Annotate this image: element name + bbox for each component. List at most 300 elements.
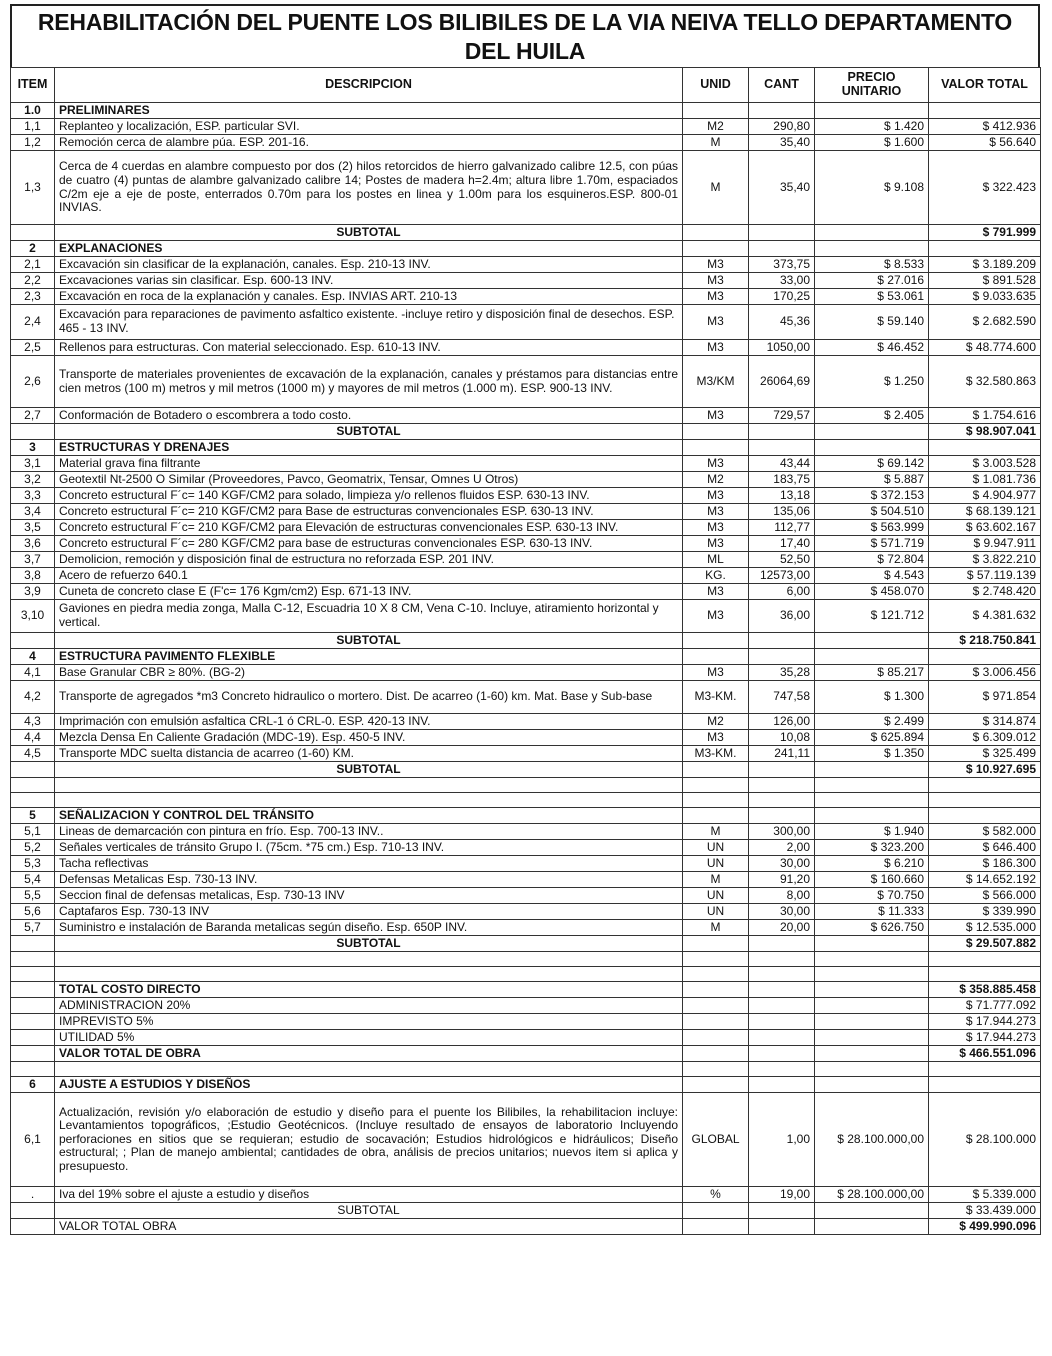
cell-cant: 2,00 [749, 840, 815, 856]
cell-descripcion: Excavaciones varias sin clasificar. Esp. 600-13 INV. [55, 273, 683, 289]
cell-precio-unitario: $ 160.660 [815, 872, 929, 888]
table-row [11, 872, 1041, 888]
table-row [11, 746, 1041, 762]
table-row [11, 151, 1041, 225]
cell-unid: M3 [683, 488, 749, 504]
cell-item: 1,1 [11, 119, 55, 135]
cell-precio-unitario [815, 998, 929, 1014]
document-title: REHABILITACIÓN DEL PUENTE LOS BILIBILES DE LA VIA NEIVA TELLO DEPARTAMENTO DEL HUILA [10, 4, 1040, 67]
cell-precio-unitario [815, 793, 929, 808]
table-row [11, 356, 1041, 408]
cell-unid: M3 [683, 730, 749, 746]
subtotal-row [11, 1203, 1041, 1219]
cell-descripcion: Base Granular CBR ≥ 80%. (BG-2) [55, 665, 683, 681]
cell-cant [749, 649, 815, 665]
cell-unid: M [683, 872, 749, 888]
cell-item: 2,2 [11, 273, 55, 289]
cell-unid: KG. [683, 568, 749, 584]
cell-cant: 747,58 [749, 681, 815, 714]
cell-descripcion: SUBTOTAL [55, 633, 683, 649]
cell-valor-total [929, 103, 1041, 119]
cell-item: 1.0 [11, 103, 55, 119]
cell-descripcion [55, 778, 683, 793]
cell-item: 4,3 [11, 714, 55, 730]
cell-item: 5,6 [11, 904, 55, 920]
cell-item: 4 [11, 649, 55, 665]
cell-cant: 8,00 [749, 888, 815, 904]
table-row [11, 568, 1041, 584]
budget-sheet [10, 4, 1040, 1235]
cell-precio-unitario: $ 625.894 [815, 730, 929, 746]
cell-cant: 26064,69 [749, 356, 815, 408]
table-row [11, 681, 1041, 714]
cell-cant: 373,75 [749, 257, 815, 273]
cell-precio-unitario: $ 4.543 [815, 568, 929, 584]
cell-unid: M3 [683, 504, 749, 520]
total-row [11, 998, 1041, 1014]
cell-precio-unitario [815, 982, 929, 998]
cell-unid: M3 [683, 520, 749, 536]
cell-cant [749, 967, 815, 982]
cell-item: 5,3 [11, 856, 55, 872]
cell-unid: M [683, 135, 749, 151]
cell-item: 3,1 [11, 456, 55, 472]
cell-precio-unitario: $ 9.108 [815, 151, 929, 225]
cell-cant [749, 982, 815, 998]
cell-descripcion: AJUSTE A ESTUDIOS Y DISEÑOS [55, 1077, 683, 1093]
header-cant: CANT [749, 68, 815, 103]
cell-descripcion: Cerca de 4 cuerdas en alambre compuesto por dos (2) hilos retorcidos de hierro galvanizado calibre 12.5, con púas de cuatro (4) puntas de alambre galvanizado calibre 14; Postes de madera h=2.4m; altura libre 1.70m, espaciados C/2m eje a eje de poste, enterrados 0.70m para los postes en linea y 1.00m para los esquineros.ESP. 800-01 INVIAS. [55, 151, 683, 225]
cell-cant [749, 241, 815, 257]
cell-valor-total: $ 32.580.863 [929, 356, 1041, 408]
cell-precio-unitario: $ 1.250 [815, 356, 929, 408]
cell-descripcion: Defensas Metalicas Esp. 730-13 INV. [55, 872, 683, 888]
cell-valor-total: $ 4.904.977 [929, 488, 1041, 504]
cell-unid [683, 793, 749, 808]
cell-descripcion [55, 793, 683, 808]
cell-descripcion: Transporte de agregados *m3 Concreto hidraulico o mortero. Dist. De acarreo (1-60) km. Mat. Base y Sub-base [55, 681, 683, 714]
cell-valor-total: $ 57.119.139 [929, 568, 1041, 584]
cell-precio-unitario [815, 241, 929, 257]
cell-cant: 30,00 [749, 856, 815, 872]
cell-unid [683, 1219, 749, 1235]
cell-unid: M [683, 151, 749, 225]
table-row [11, 520, 1041, 536]
cell-descripcion: SUBTOTAL [55, 225, 683, 241]
cell-item: 3,7 [11, 552, 55, 568]
cell-precio-unitario: $ 27.016 [815, 273, 929, 289]
cell-unid: M [683, 824, 749, 840]
cell-unid: UN [683, 904, 749, 920]
cell-valor-total [929, 808, 1041, 824]
cell-unid: M3 [683, 536, 749, 552]
cell-valor-total: $ 68.139.121 [929, 504, 1041, 520]
cell-unid: ML [683, 552, 749, 568]
cell-item [11, 1203, 55, 1219]
subtotal-row [11, 936, 1041, 952]
table-row [11, 135, 1041, 151]
cell-valor-total: $ 10.927.695 [929, 762, 1041, 778]
cell-cant [749, 440, 815, 456]
cell-descripcion: Excavación para reparaciones de pavimento asfaltico existente. -incluye retiro y disposición final de desechos. ESP. 465 - 13 INV. [55, 305, 683, 340]
blank-row [11, 793, 1041, 808]
cell-precio-unitario: $ 70.750 [815, 888, 929, 904]
cell-cant: 135,06 [749, 504, 815, 520]
cell-unid [683, 1077, 749, 1093]
cell-item [11, 1219, 55, 1235]
cell-precio-unitario: $ 59.140 [815, 305, 929, 340]
cell-valor-total: $ 33.439.000 [929, 1203, 1041, 1219]
header-item: ITEM [11, 68, 55, 103]
cell-item [11, 1046, 55, 1062]
table-row [11, 552, 1041, 568]
cell-cant: 52,50 [749, 552, 815, 568]
cell-precio-unitario: $ 2.499 [815, 714, 929, 730]
table-row [11, 456, 1041, 472]
cell-unid: M3 [683, 273, 749, 289]
table-row [11, 408, 1041, 424]
table-row [11, 305, 1041, 340]
cell-precio-unitario [815, 440, 929, 456]
cell-descripcion: Remoción cerca de alambre púa. ESP. 201-16. [55, 135, 683, 151]
cell-valor-total: $ 1.081.736 [929, 472, 1041, 488]
cell-descripcion: Demolicion, remoción y disposición final de estructura no reforzada ESP. 201 INV. [55, 552, 683, 568]
cell-cant: 12573,00 [749, 568, 815, 584]
cell-valor-total: $ 566.000 [929, 888, 1041, 904]
cell-valor-total: $ 12.535.000 [929, 920, 1041, 936]
cell-cant [749, 952, 815, 967]
cell-unid: GLOBAL [683, 1093, 749, 1187]
total-row [11, 982, 1041, 998]
cell-descripcion: Tacha reflectivas [55, 856, 683, 872]
cell-precio-unitario [815, 633, 929, 649]
total-row [11, 1046, 1041, 1062]
cell-descripcion: Mezcla Densa En Caliente Gradación (MDC-19). Esp. 450-5 INV. [55, 730, 683, 746]
cell-descripcion: Acero de refuerzo 640.1 [55, 568, 683, 584]
table-row [11, 600, 1041, 633]
cell-item: 2,4 [11, 305, 55, 340]
cell-descripcion: Seccion final de defensas metalicas, Esp. 730-13 INV [55, 888, 683, 904]
cell-valor-total: $ 891.528 [929, 273, 1041, 289]
header-precio-unitario: PRECIO UNITARIO [815, 68, 929, 103]
cell-descripcion: Transporte de materiales provenientes de excavación de la explanación, canales y préstamos para distancias entre cien metros (100 m) metros y mil metros (1000 m) y mayores de mil metros (1.000 m). ESP. 900-13 INV. [55, 356, 683, 408]
table-body [11, 103, 1041, 1235]
cell-unid: M3 [683, 340, 749, 356]
cell-descripcion: SUBTOTAL [55, 1203, 683, 1219]
cell-unid: UN [683, 856, 749, 872]
cell-cant: 30,00 [749, 904, 815, 920]
cell-descripcion: EXPLANACIONES [55, 241, 683, 257]
cell-descripcion: Replanteo y localización, ESP. particular SVI. [55, 119, 683, 135]
table-row [11, 273, 1041, 289]
budget-table [10, 67, 1041, 1235]
cell-descripcion: Geotextil Nt-2500 O Similar (Proveedores, Pavco, Geomatrix, Tensar, Omnes U Otros) [55, 472, 683, 488]
cell-unid: M2 [683, 119, 749, 135]
cell-valor-total [929, 967, 1041, 982]
cell-descripcion: Señales verticales de tránsito Grupo I. (75cm. *75 cm.) Esp. 710-13 INV. [55, 840, 683, 856]
cell-item [11, 952, 55, 967]
cell-cant [749, 1203, 815, 1219]
cell-descripcion: UTILIDAD 5% [55, 1030, 683, 1046]
cell-valor-total: $ 971.854 [929, 681, 1041, 714]
cell-item [11, 967, 55, 982]
cell-unid [683, 1062, 749, 1077]
cell-descripcion: Iva del 19% sobre el ajuste a estudio y diseños [55, 1187, 683, 1203]
table-row [11, 1187, 1041, 1203]
table-row [11, 888, 1041, 904]
cell-precio-unitario [815, 649, 929, 665]
cell-item [11, 1014, 55, 1030]
cell-item: 3,9 [11, 584, 55, 600]
cell-item: 5,1 [11, 824, 55, 840]
cell-precio-unitario [815, 103, 929, 119]
table-row [11, 536, 1041, 552]
cell-valor-total: $ 56.640 [929, 135, 1041, 151]
cell-valor-total: $ 1.754.616 [929, 408, 1041, 424]
cell-precio-unitario [815, 778, 929, 793]
cell-item: 5 [11, 808, 55, 824]
cell-unid: M3 [683, 289, 749, 305]
cell-precio-unitario: $ 626.750 [815, 920, 929, 936]
cell-valor-total: $ 4.381.632 [929, 600, 1041, 633]
cell-descripcion: Concreto estructural F´c= 280 KGF/CM2 para base de estructuras convencionales ESP. 630-13 INV. [55, 536, 683, 552]
cell-precio-unitario: $ 6.210 [815, 856, 929, 872]
cell-precio-unitario [815, 1219, 929, 1235]
cell-cant [749, 936, 815, 952]
cell-precio-unitario: $ 53.061 [815, 289, 929, 305]
cell-cant: 126,00 [749, 714, 815, 730]
cell-cant: 13,18 [749, 488, 815, 504]
cell-item: 2,3 [11, 289, 55, 305]
cell-valor-total: $ 29.507.882 [929, 936, 1041, 952]
cell-descripcion: SUBTOTAL [55, 762, 683, 778]
cell-unid [683, 103, 749, 119]
cell-descripcion [55, 967, 683, 982]
cell-precio-unitario: $ 1.300 [815, 681, 929, 714]
cell-item [11, 936, 55, 952]
cell-unid [683, 778, 749, 793]
cell-precio-unitario [815, 952, 929, 967]
table-row [11, 340, 1041, 356]
cell-unid: M3 [683, 665, 749, 681]
cell-descripcion: Concreto estructural F´c= 210 KGF/CM2 para Base de estructuras convencionales ESP. 630-13 INV. [55, 504, 683, 520]
cell-precio-unitario: $ 85.217 [815, 665, 929, 681]
cell-valor-total: $ 186.300 [929, 856, 1041, 872]
cell-precio-unitario [815, 1030, 929, 1046]
cell-unid [683, 1030, 749, 1046]
cell-unid: M3-KM. [683, 681, 749, 714]
cell-precio-unitario: $ 5.887 [815, 472, 929, 488]
cell-descripcion: Imprimación con emulsión asfaltica CRL-1 ó CRL-0. ESP. 420-13 INV. [55, 714, 683, 730]
cell-unid [683, 762, 749, 778]
cell-item [11, 998, 55, 1014]
cell-item: 6,1 [11, 1093, 55, 1187]
cell-descripcion: Gaviones en piedra media zonga, Malla C-12, Escuadria 10 X 8 CM, Vena C-10. Incluye, atiramiento horizontal y vertical. [55, 600, 683, 633]
table-row [11, 665, 1041, 681]
cell-cant: 35,40 [749, 135, 815, 151]
cell-valor-total [929, 793, 1041, 808]
cell-item [11, 424, 55, 440]
table-row [11, 920, 1041, 936]
section-row [11, 241, 1041, 257]
table-row [11, 488, 1041, 504]
cell-descripcion: VALOR TOTAL OBRA [55, 1219, 683, 1235]
cell-cant [749, 998, 815, 1014]
cell-precio-unitario [815, 762, 929, 778]
cell-unid [683, 808, 749, 824]
cell-unid [683, 936, 749, 952]
cell-precio-unitario: $ 323.200 [815, 840, 929, 856]
cell-cant: 10,08 [749, 730, 815, 746]
cell-descripcion: Excavación sin clasificar de la explanación, canales. Esp. 210-13 INV. [55, 257, 683, 273]
cell-item: 2,6 [11, 356, 55, 408]
cell-valor-total [929, 1077, 1041, 1093]
cell-valor-total: $ 17.944.273 [929, 1030, 1041, 1046]
section-row [11, 649, 1041, 665]
cell-precio-unitario: $ 1.940 [815, 824, 929, 840]
cell-item [11, 762, 55, 778]
cell-cant [749, 1014, 815, 1030]
cell-cant: 19,00 [749, 1187, 815, 1203]
cell-item: 1,3 [11, 151, 55, 225]
cell-cant [749, 808, 815, 824]
cell-valor-total [929, 241, 1041, 257]
cell-unid: M2 [683, 472, 749, 488]
cell-precio-unitario [815, 424, 929, 440]
cell-cant [749, 778, 815, 793]
cell-descripcion: Transporte MDC suelta distancia de acarreo (1-60) KM. [55, 746, 683, 762]
cell-unid: M3-KM. [683, 746, 749, 762]
cell-descripcion: SUBTOTAL [55, 936, 683, 952]
cell-cant [749, 424, 815, 440]
cell-item: 4,2 [11, 681, 55, 714]
cell-valor-total: $ 322.423 [929, 151, 1041, 225]
cell-cant: 36,00 [749, 600, 815, 633]
cell-descripcion: VALOR TOTAL DE OBRA [55, 1046, 683, 1062]
total-row [11, 1219, 1041, 1235]
cell-valor-total: $ 6.309.012 [929, 730, 1041, 746]
cell-valor-total: $ 314.874 [929, 714, 1041, 730]
cell-valor-total [929, 1062, 1041, 1077]
subtotal-row [11, 424, 1041, 440]
table-row [11, 289, 1041, 305]
cell-valor-total [929, 778, 1041, 793]
cell-cant [749, 762, 815, 778]
cell-valor-total: $ 339.990 [929, 904, 1041, 920]
cell-descripcion: ESTRUCTURAS Y DRENAJES [55, 440, 683, 456]
subtotal-row [11, 633, 1041, 649]
cell-item [11, 793, 55, 808]
cell-unid: M3 [683, 584, 749, 600]
table-row [11, 504, 1041, 520]
blank-row [11, 952, 1041, 967]
cell-valor-total [929, 440, 1041, 456]
cell-item: 4,4 [11, 730, 55, 746]
cell-precio-unitario: $ 563.999 [815, 520, 929, 536]
cell-valor-total: $ 3.822.210 [929, 552, 1041, 568]
cell-item: 5,4 [11, 872, 55, 888]
cell-item: 3,8 [11, 568, 55, 584]
cell-cant: 1,00 [749, 1093, 815, 1187]
cell-cant: 290,80 [749, 119, 815, 135]
section-row [11, 440, 1041, 456]
cell-valor-total: $ 412.936 [929, 119, 1041, 135]
cell-item [11, 633, 55, 649]
cell-item: 3 [11, 440, 55, 456]
cell-cant [749, 225, 815, 241]
cell-cant [749, 1062, 815, 1077]
cell-cant [749, 1030, 815, 1046]
cell-precio-unitario [815, 225, 929, 241]
subtotal-row [11, 225, 1041, 241]
table-row [11, 904, 1041, 920]
cell-cant: 20,00 [749, 920, 815, 936]
cell-item: 4,5 [11, 746, 55, 762]
subtotal-row [11, 762, 1041, 778]
cell-cant: 729,57 [749, 408, 815, 424]
cell-valor-total: $ 48.774.600 [929, 340, 1041, 356]
cell-valor-total: $ 2.748.420 [929, 584, 1041, 600]
cell-cant: 1050,00 [749, 340, 815, 356]
cell-unid [683, 440, 749, 456]
cell-unid [683, 982, 749, 998]
blank-row [11, 778, 1041, 793]
cell-descripcion: Excavación en roca de la explanación y canales. Esp. INVIAS ART. 210-13 [55, 289, 683, 305]
cell-unid [683, 1203, 749, 1219]
cell-precio-unitario: $ 372.153 [815, 488, 929, 504]
cell-valor-total: $ 218.750.841 [929, 633, 1041, 649]
cell-cant: 183,75 [749, 472, 815, 488]
cell-cant: 91,20 [749, 872, 815, 888]
cell-precio-unitario: $ 46.452 [815, 340, 929, 356]
cell-unid: M [683, 920, 749, 936]
cell-item: 3,4 [11, 504, 55, 520]
cell-descripcion: Material grava fina filtrante [55, 456, 683, 472]
cell-item: 5,7 [11, 920, 55, 936]
cell-precio-unitario [815, 1046, 929, 1062]
cell-descripcion: Suministro e instalación de Baranda metalicas según diseño. Esp. 650P INV. [55, 920, 683, 936]
cell-cant: 6,00 [749, 584, 815, 600]
cell-precio-unitario: $ 504.510 [815, 504, 929, 520]
cell-cant: 35,40 [749, 151, 815, 225]
cell-precio-unitario: $ 121.712 [815, 600, 929, 633]
cell-valor-total: $ 98.907.041 [929, 424, 1041, 440]
cell-item: 2 [11, 241, 55, 257]
header-descripcion: DESCRIPCION [55, 68, 683, 103]
cell-descripcion [55, 952, 683, 967]
cell-precio-unitario [815, 1062, 929, 1077]
blank-row [11, 1062, 1041, 1077]
table-row [11, 856, 1041, 872]
cell-cant: 45,36 [749, 305, 815, 340]
cell-item: 6 [11, 1077, 55, 1093]
cell-descripcion: Concreto estructural F´c= 210 KGF/CM2 para Elevación de estructuras convencionales ESP. 630-13 INV. [55, 520, 683, 536]
cell-unid: M2 [683, 714, 749, 730]
cell-valor-total: $ 3.189.209 [929, 257, 1041, 273]
table-row [11, 714, 1041, 730]
cell-valor-total: $ 17.944.273 [929, 1014, 1041, 1030]
cell-descripcion: IMPREVISTO 5% [55, 1014, 683, 1030]
cell-descripcion: Conformación de Botadero o escombrera a todo costo. [55, 408, 683, 424]
cell-unid: UN [683, 840, 749, 856]
cell-precio-unitario [815, 1203, 929, 1219]
cell-unid: M3 [683, 257, 749, 273]
cell-cant: 17,40 [749, 536, 815, 552]
cell-valor-total [929, 952, 1041, 967]
cell-precio-unitario: $ 8.533 [815, 257, 929, 273]
table-row [11, 257, 1041, 273]
cell-valor-total: $ 325.499 [929, 746, 1041, 762]
